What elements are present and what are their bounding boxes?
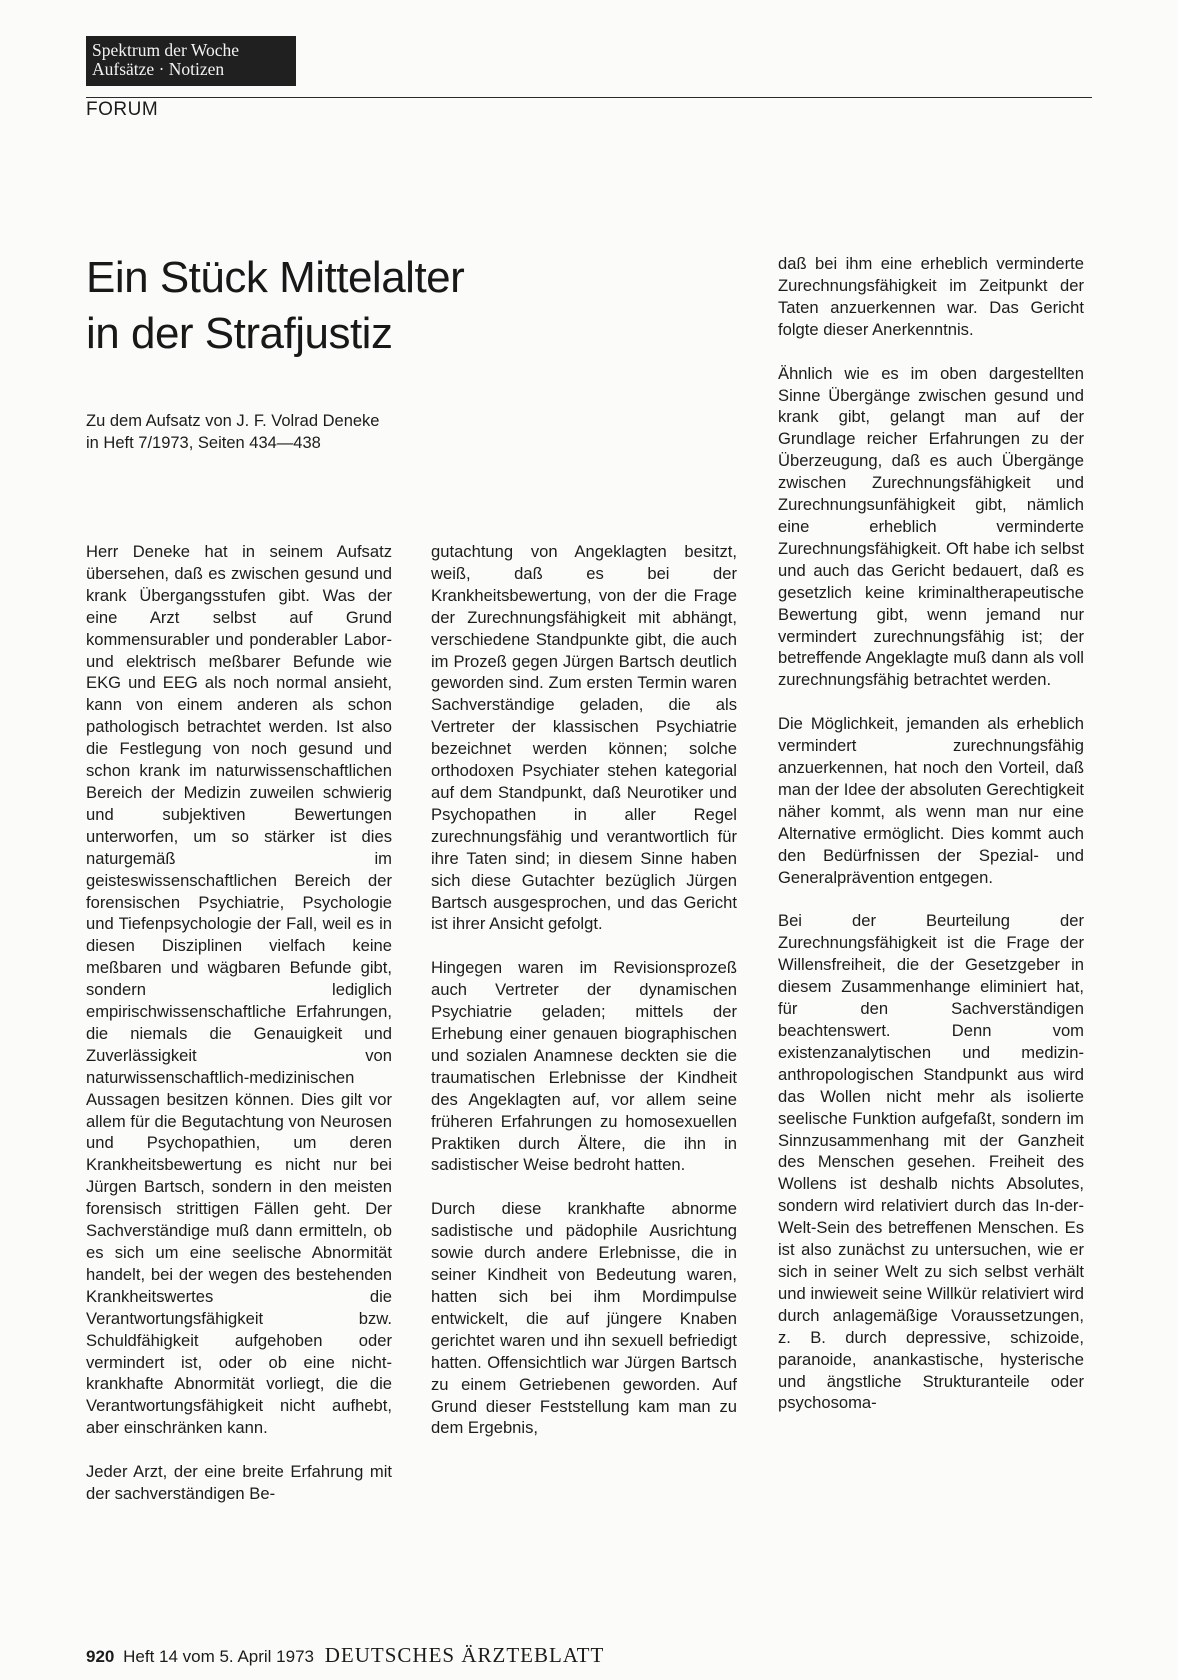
article-title: [86, 250, 464, 362]
article-reference-line-2: in Heft 7/1973, Seiten 434—438: [86, 434, 321, 452]
article-title-line-2: in der Strafjustiz: [86, 309, 393, 358]
section-label-primary: Spektrum der Woche: [92, 40, 239, 60]
text-column-1: [86, 541, 392, 1527]
section-label-secondary: Aufsätze · Notizen: [92, 59, 225, 79]
page-number: 920: [86, 1647, 115, 1666]
paragraph: Durch diese krankhafte abnorme sadistische und pädophile Ausrichtung sowie durch andere Erlebnisse, die in seiner Kindheit von Bedeutung waren, hatten sich bei ihm Mordimpulse entwickelt, die auf jüngere Knaben gerichtet waren und ihn sexuell befriedigt hatten. Offensichtlich war Jürgen Bartsch zu einem Getriebenen geworden. Auf Grund dieser Feststellung kam man zu dem Ergebnis,: [431, 1199, 737, 1438]
paragraph: Bei der Beurteilung der Zurechnungsfähigkeit ist die Frage der Willensfreiheit, die der Gesetzgeber in diesem Zusammenhange eliminiert hat, für den Sachverständigen beachtenswert. Denn vom existenzanalytischen und medizin-anthropologischen Standpunkt aus wird das Wollen nicht mehr als isolierte seelische Funktion aufgefaßt, sondern im Sinnzusammenhang mit der Ganzheit des Menschen gesehen. Freiheit des Wollens ist deshalb nichts Absolutes, sondern wird relativiert durch das In-der-Welt-Sein des betreffenen Menschen. Es ist also zunächst zu untersuchen, wie er sich in seiner Welt zu sich selbst verhält und inwieweit seine Willkür relativiert wird durch anlagemäßige Voraussetzungen, z. B. durch depressive, schizoide, paranoide, anankastische, hysterische und ängstliche Strukturanteile oder psychosoma-: [778, 911, 1084, 1413]
header-rule: [86, 97, 1092, 98]
section-badge: [86, 36, 296, 86]
text-column-2: [431, 541, 737, 1461]
page-footer: [86, 1643, 604, 1668]
article-title-line-1: Ein Stück Mittelalter: [86, 253, 465, 302]
paragraph: daß bei ihm eine erheblich verminderte Zurechnungsfähigkeit im Zeitpunkt der Taten anzuerkennen war. Das Gericht folgte dieser Anerkenntnis.: [778, 254, 1084, 339]
rubric-label: FORUM: [86, 99, 159, 120]
paragraph: Hingegen waren im Revisionsprozeß auch Vertreter der dynamischen Psychiatrie geladen; mittels der Erhebung einer genauen biographischen und sozialen Anamnese deckten sie die traumatischen Erlebnisse der Kindheit des Angeklagten auf, vor allem seine früheren Erfahrungen zu homosexuellen Praktiken durch Ältere, die ihn in sadistischer Weise bedroht hatten.: [431, 958, 737, 1175]
paragraph: Ähnlich wie es im oben dargestellten Sinne Übergänge zwischen gesund und krank gibt, gelangt man auf der Grundlage reicher Erfahrungen zu der Überzeugung, daß es auch Übergänge zwischen Zurechnungsfähigkeit und Zurechnungsunfähigkeit gibt, nämlich eine erheblich verminderte Zurechnungsfähigkeit. Oft habe ich selbst und auch das Gericht bedauert, daß es gesetzlich keine kriminaltherapeutische Bewertung gibt, wenn jemand nur vermindert zurechnungsfähig ist; der betreffende Angeklagte muß dann als voll zurechnungsfähig betrachtet werden.: [778, 363, 1084, 690]
paragraph: gutachtung von Angeklagten besitzt, weiß, daß es bei der Krankheitsbewertung, von der die Frage der Zurechnungsfähigkeit mit abhängt, verschiedene Standpunkte gibt, die auch im Prozeß gegen Jürgen Bartsch deutlich geworden sind. Zum ersten Termin waren Sachverständige geladen, die als Vertreter der klassischen Psychiatrie bezeichnet werden können; solche orthodoxen Psychiater stehen kategorial auf dem Standpunkt, daß Neurotiker und Psychopathen in aller Regel zurechnungsfähig und verantwortlich für ihre Taten sind; in diesem Sinne haben sich diese Gutachter bezüglich Jürgen Bartsch ausgesprochen, und das Gericht ist ihrer Ansicht gefolgt.: [431, 542, 737, 934]
publication-name: DEUTSCHES ÄRZTEBLATT: [324, 1643, 605, 1667]
issue-info: Heft 14 vom 5. April 1973: [123, 1647, 314, 1666]
article-reference-line-1: Zu dem Aufsatz von J. F. Volrad Deneke: [86, 412, 380, 430]
text-column-3: [778, 253, 1084, 1436]
paragraph: Die Möglichkeit, jemanden als erheblich vermindert zurechnungsfähig anzuerkennen, hat noch den Vorteil, daß man der Idee der absoluten Gerechtigkeit näher kommt, als wenn man nur eine Alternative ermöglicht. Dies kommt auch den Bedürfnissen der Spezial- und Generalprävention entgegen.: [778, 714, 1084, 887]
article-reference: [86, 410, 380, 454]
paragraph: Herr Deneke hat in seinem Aufsatz übersehen, daß es zwischen gesund und krank Übergangsstufen gibt. Was der eine Arzt selbst auf Grund kommensurabler und ponderabler Labor- und elektrisch meßbarer Befunde wie EKG und EEG als noch normal ansieht, kann von einem anderen als schon pathologisch betrachtet werden. Ist also die Festlegung von noch gesund und schon krank im naturwissenschaftlichen Bereich der Medizin zuweilen schwierig und subjektiven Bewertungen unterworfen, um so stärker ist dies naturgemäß im geisteswissenschaftlichen Bereich der forensischen Psychiatrie, Psychologie und Tiefenpsychologie der Fall, weil es in diesen Disziplinen vielfach keine meßbaren und wägbaren Befunde gibt, sondern lediglich empirischwissenschaftliche Erfahrungen, die niemals die Genauigkeit und Zuverlässigkeit von naturwissenschaftlich-medizinischen Aussagen besitzen können. Dies gilt vor allem für die Begutachtung von Neurosen und Psychopathien, um deren Krankheitsbewertung es nicht nur bei Jürgen Bartsch, sondern in den meisten forensisch strittigen Fällen geht. Der Sachverständige muß dann ermitteln, ob es sich um eine seelische Abnormität handelt, bei der wegen des bestehenden Krankheitswertes die Verantwortungsfähigkeit bzw. Schuldfähigkeit aufgehoben oder vermindert ist, oder ob eine nicht-krankhafte Abnormität vorliegt, die die Verantwortungsfähigkeit nicht aufhebt, aber einschränken kann.: [86, 542, 392, 1438]
paragraph: Jeder Arzt, der eine breite Erfahrung mit der sachverständigen Be-: [86, 1462, 392, 1504]
